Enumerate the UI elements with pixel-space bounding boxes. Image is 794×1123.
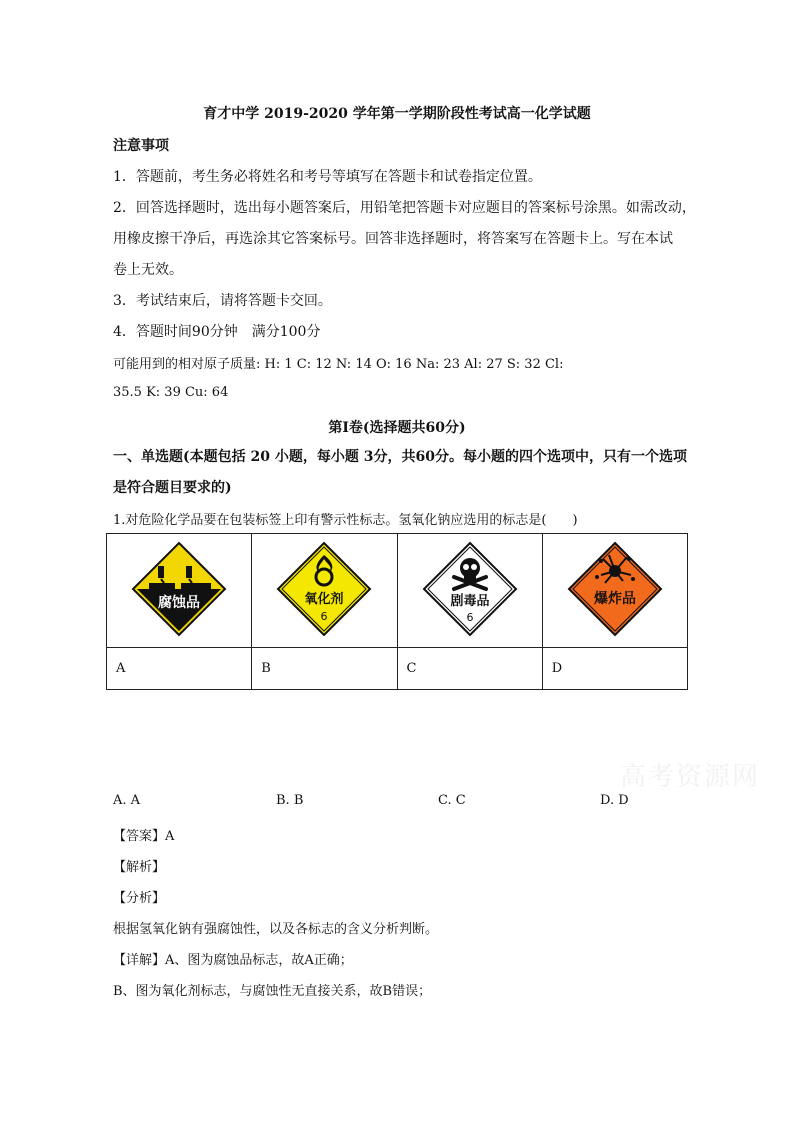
sign-label: C	[397, 648, 542, 690]
notice-item: 4．答题时间90分钟 满分100分	[113, 324, 321, 340]
poison-sign-icon	[422, 541, 518, 637]
part-instruction: 是符合题目要求的)	[113, 480, 232, 496]
option-c: C. C	[438, 793, 466, 808]
notice-item: 卷上无效。	[113, 262, 183, 278]
answer-options	[113, 793, 673, 811]
page-title: 育才中学 2019-2020 学年第一学期阶段性考试高一化学试题	[203, 106, 591, 122]
atomic-mass-line: 35.5 K: 39 Cu: 64	[113, 385, 229, 400]
sign-label: D	[542, 648, 687, 690]
notice-heading: 注意事项	[113, 138, 169, 154]
detail-line: 【详解】A、图为腐蚀品标志，故A正确；	[113, 953, 353, 968]
answer-line: 【答案】A	[113, 829, 175, 844]
sign-cell	[107, 534, 252, 648]
oxidizer-sign-icon	[276, 541, 372, 637]
sign-text: 腐蚀品	[158, 594, 201, 611]
sign-cell	[397, 534, 542, 648]
question-stem: 1.对危险化学品要在包装标签上印有警示性标志。氢氧化钠应选用的标志是( )	[113, 513, 578, 528]
notice-item: 1．答题前，考生务必将姓名和考号等填写在答题卡和试卷指定位置。	[113, 169, 542, 185]
option-a: A. A	[113, 793, 141, 808]
notice-item: 2．回答选择题时，选出每小题答案后，用铅笔把答题卡对应题目的答案标号涂黑。如需改动，	[113, 200, 696, 216]
sign-number: 6	[466, 610, 474, 624]
watermark: 高考资源网	[620, 762, 761, 792]
section-title: 第Ⅰ卷(选择题共60分)	[328, 420, 466, 436]
option-d: D. D	[600, 793, 629, 808]
detail-line: B、图为氧化剂标志，与腐蚀性无直接关系，故B错误；	[113, 984, 432, 999]
notice-item: 用橡皮擦干净后，再选涂其它答案标号。回答非选择题时，将答案写在答题卡上。写在本试	[113, 231, 673, 247]
option-b: B. B	[276, 793, 304, 808]
fenxi-text: 根据氢氧化钠有强腐蚀性，以及各标志的含义分析判断。	[113, 922, 439, 937]
sign-label: B	[252, 648, 397, 690]
fenxi-label: 【分析】	[113, 891, 166, 906]
sign-cell	[542, 534, 687, 648]
corrosive-sign-icon	[131, 541, 227, 637]
sign-number: 6	[320, 609, 328, 623]
sign-label: A	[107, 648, 252, 690]
notice-item: 3．考试结束后，请将答题卡交回。	[113, 293, 332, 309]
atomic-mass-line: 可能用到的相对原子质量: H: 1 C: 12 N: 14 O: 16 Na: 23 Al: 27 S: 32 Cl:	[113, 357, 564, 372]
analysis-label: 【解析】	[113, 860, 166, 875]
sign-text: 爆炸品	[593, 590, 636, 607]
sign-text: 氧化剂	[304, 591, 344, 607]
part-instruction: 一、单选题(本题包括 20 小题，每小题 3分，共60分。每小题的四个选项中，只有一个选项	[113, 449, 687, 465]
hazard-sign-table	[106, 533, 688, 690]
explosive-sign-icon	[567, 541, 663, 637]
sign-cell	[252, 534, 397, 648]
sign-text: 剧毒品	[450, 593, 490, 609]
